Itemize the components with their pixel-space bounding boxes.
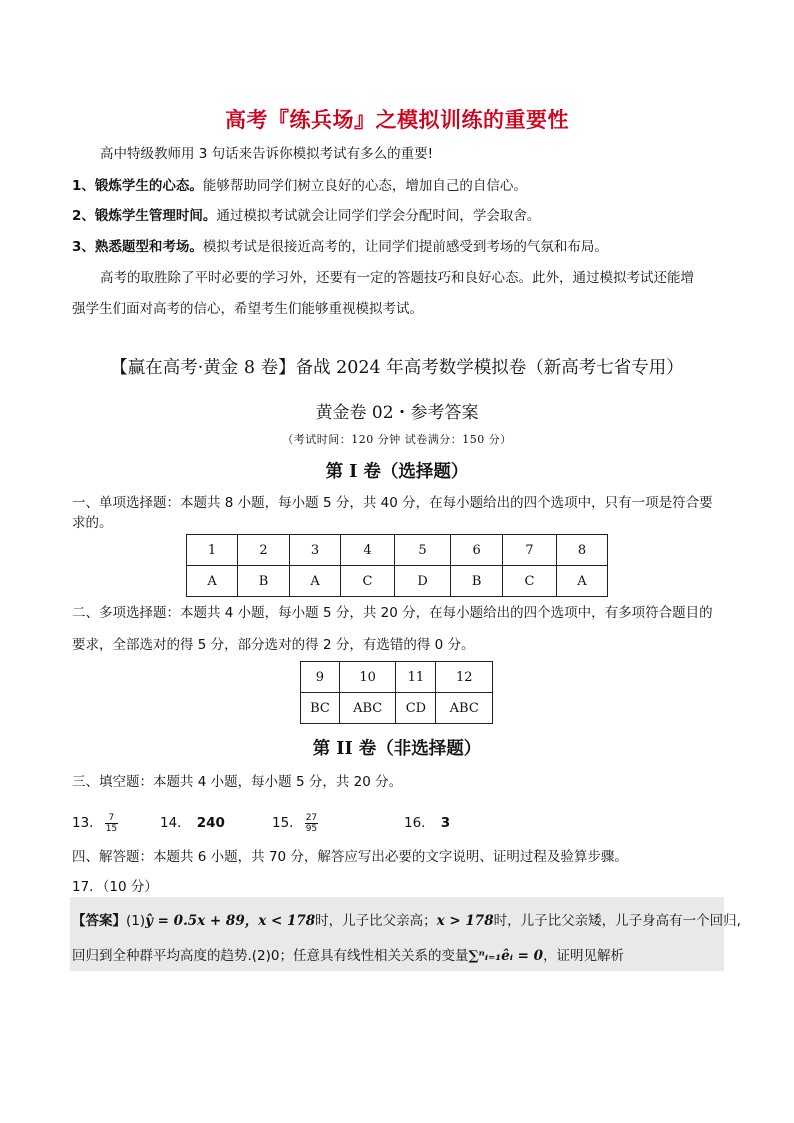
answer-cell: A	[187, 566, 238, 597]
promo-point-3	[72, 237, 608, 257]
part-2-title: 第 II 卷（非选择题）	[312, 739, 482, 759]
fill-q13	[72, 811, 118, 834]
fraction-denominator: 15	[105, 823, 118, 834]
question-number: 4	[341, 535, 395, 566]
regression-equation: ŷ = 0.5x + 89，x < 178	[145, 913, 316, 929]
question-number: 7	[503, 535, 557, 566]
residual-sum: ∑ⁿᵢ₌₁êᵢ = 0	[468, 948, 544, 964]
question-number: 8	[556, 535, 607, 566]
exam-meta: （考试时间：120 分钟 试卷满分：150 分）	[282, 433, 512, 446]
answer-value: 3	[440, 815, 451, 831]
answer-cell: BC	[301, 693, 340, 724]
point-text: 模拟考试是很接近高考的，让同学们提前感受到考场的气氛和布局。	[202, 239, 608, 255]
question-number: 3	[290, 535, 341, 566]
mcq-answer-table	[186, 534, 608, 597]
answer-cell: CD	[396, 693, 436, 724]
question-number: 1	[187, 535, 238, 566]
fraction	[305, 813, 318, 834]
table-row-numbers	[301, 662, 493, 693]
point-text: 通过模拟考试就会让同学们学会分配时间，学会取舍。	[216, 208, 541, 224]
answer-text: ，证明见解析	[543, 948, 625, 964]
fill-q15	[272, 811, 318, 834]
promo-intro: 高中特级教师用 3 句话来告诉你模拟考试有多么的重要!	[100, 146, 434, 162]
answer-text: 时，儿子比父亲矮，儿子身高有一个回归,	[493, 913, 741, 929]
point-lead: 2、锻炼学生管理时间。	[72, 208, 217, 224]
question-label: 14．	[160, 815, 191, 831]
point-lead: 1、锻炼学生的心态。	[72, 178, 203, 194]
part-1-title: 第 I 卷（选择题）	[325, 462, 469, 482]
mcq-instructions-line-2: 求的。	[72, 515, 113, 531]
question-label: 15．	[272, 815, 303, 831]
question-number: 12	[436, 662, 493, 693]
exam-subtitle: 黄金卷 02・参考答案	[315, 403, 479, 423]
multi-instructions-line-2: 要求，全部选对的得 5 分，部分选对的得 2 分，有选错的得 0 分。	[72, 637, 475, 653]
question-number: 2	[238, 535, 290, 566]
multi-instructions-line-1: 二、多项选择题：本题共 4 小题，每小题 5 分，共 20 分，在每小题给出的四个选项中，有多项符合题目的	[72, 605, 713, 621]
fraction-numerator: 27	[305, 812, 318, 823]
table-row-numbers	[187, 535, 608, 566]
mcq-instructions-line-1: 一、单项选择题：本题共 8 小题，每小题 5 分，共 40 分，在每小题给出的四个选项中，只有一项是符合要	[72, 495, 713, 511]
q17-label: 17．（10 分）	[72, 879, 158, 895]
fraction-numerator: 7	[105, 813, 118, 824]
answer-value: 240	[196, 815, 225, 831]
answer-cell: ABC	[436, 693, 493, 724]
answer-text: 回归到全种群平均高度的趋势.(2)0；任意具有线性相关关系的变量	[72, 948, 469, 964]
answer-text: 时，儿子比父亲高；	[315, 913, 437, 929]
answer-line-1	[72, 909, 741, 929]
fraction	[105, 813, 118, 834]
fraction-denominator: 95	[305, 823, 318, 834]
point-lead: 3、熟悉题型和考场。	[72, 239, 203, 255]
fill-instructions: 三、填空题：本题共 4 小题，每小题 5 分，共 20 分。	[72, 774, 403, 790]
promo-title: 高考『练兵场』之模拟训练的重要性	[225, 108, 569, 132]
question-label: 13．	[72, 815, 103, 831]
question-number: 10	[339, 662, 396, 693]
answer-tag: 【答案】	[72, 913, 126, 929]
fill-q16	[404, 811, 450, 831]
promo-closing-line-1: 高考的取胜除了平时必要的学习外，还要有一定的答题技巧和良好心态。此外，通过模拟考试还能增	[100, 270, 694, 286]
fill-q14	[160, 811, 225, 831]
question-number: 9	[301, 662, 340, 693]
exam-banner: 【赢在高考·黄金 8 卷】备战 2024 年高考数学模拟卷（新高考七省专用）	[110, 358, 684, 378]
answer-line-2	[72, 944, 624, 964]
answer-cell: A	[556, 566, 607, 597]
point-text: 能够帮助同学们树立良好的心态，增加自己的自信心。	[202, 178, 527, 194]
question-number: 5	[394, 535, 450, 566]
answer-cell: A	[290, 566, 341, 597]
question-label: 16．	[404, 815, 435, 831]
promo-point-1	[72, 176, 527, 196]
table-row-answers	[187, 566, 608, 597]
question-number: 11	[396, 662, 436, 693]
answer-cell: B	[451, 566, 503, 597]
question-number: 6	[451, 535, 503, 566]
answer-cell: B	[238, 566, 290, 597]
answer-cell: ABC	[339, 693, 396, 724]
solve-instructions: 四、解答题：本题共 6 小题，共 70 分，解答应写出必要的文字说明、证明过程及验算步骤。	[72, 849, 628, 865]
answer-part: (1)	[126, 913, 146, 929]
inequality: x > 178	[436, 913, 494, 929]
answer-cell: C	[503, 566, 557, 597]
promo-closing-line-2: 强学生们面对高考的信心，希望考生们能够重视模拟考试。	[72, 301, 423, 317]
answer-cell: D	[394, 566, 450, 597]
table-row-answers	[301, 693, 493, 724]
answer-cell: C	[341, 566, 395, 597]
promo-point-2	[72, 206, 540, 226]
multi-answer-table	[300, 661, 493, 724]
